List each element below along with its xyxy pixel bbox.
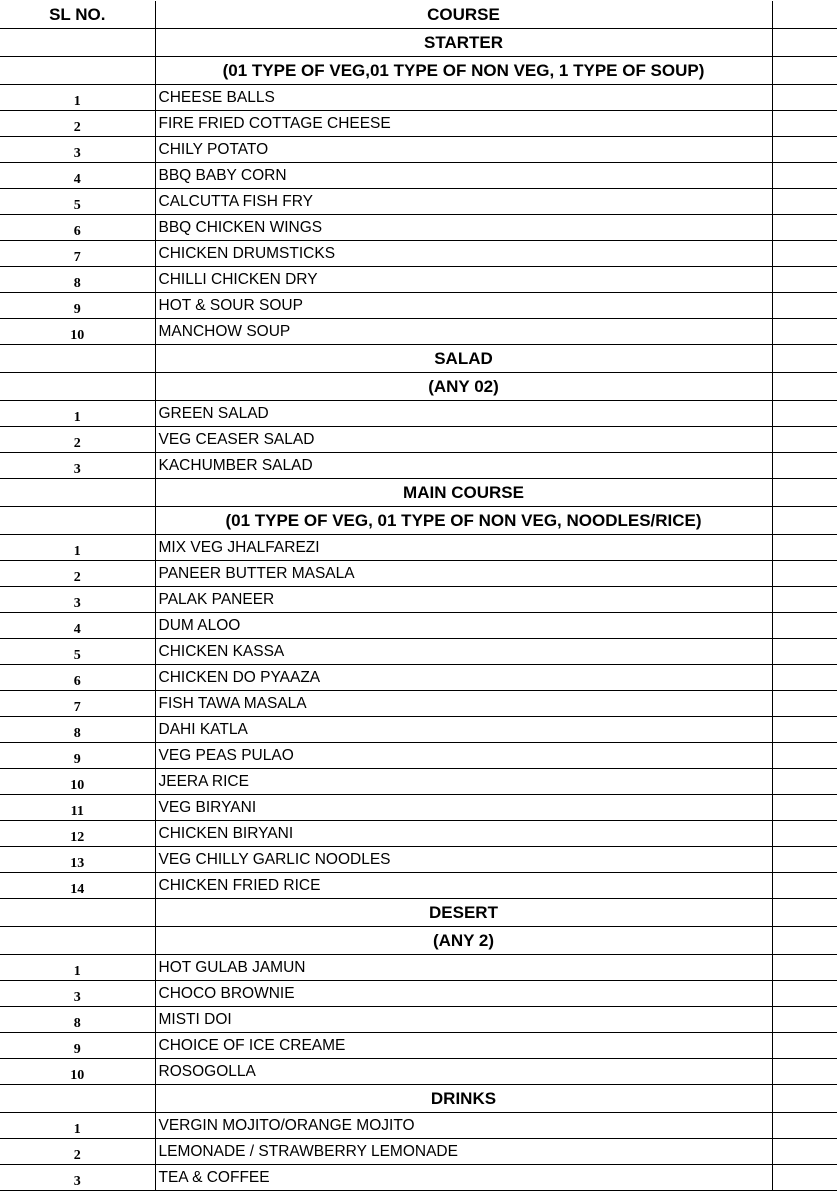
empty-extra-cell [772,873,837,899]
menu-item-name: BBQ BABY CORN [155,163,772,189]
table-row [0,401,837,427]
table-row [0,111,837,137]
empty-extra-cell [772,665,837,691]
table-row [0,717,837,743]
empty-extra-cell [772,267,837,293]
table-row [0,85,837,111]
sl-number: 10 [0,769,155,795]
menu-item-name: CHICKEN BIRYANI [155,821,772,847]
menu-item-name: CHILY POTATO [155,137,772,163]
table-row [0,163,837,189]
section-title-row [0,899,837,927]
empty-extra-cell [772,401,837,427]
table-row [0,267,837,293]
sl-number: 3 [0,453,155,479]
empty-extra-cell [772,795,837,821]
empty-extra-cell [772,899,837,927]
menu-item-name: KACHUMBER SALAD [155,453,772,479]
header-row [0,1,837,29]
section-subtitle: (01 TYPE OF VEG,01 TYPE OF NON VEG, 1 TYPE OF SOUP) [155,57,772,85]
empty-extra-cell [772,479,837,507]
sl-number: 6 [0,215,155,241]
empty-extra-cell [772,137,837,163]
table-row [0,639,837,665]
menu-item-name: CALCUTTA FISH FRY [155,189,772,215]
section-title-row [0,345,837,373]
empty-extra-cell [772,847,837,873]
table-row [0,215,837,241]
sl-number: 3 [0,981,155,1007]
empty-extra-cell [772,189,837,215]
sl-no-header: SL NO. [0,1,155,29]
table-row [0,1059,837,1085]
menu-item-name: VEG CHILLY GARLIC NOODLES [155,847,772,873]
table-row [0,847,837,873]
empty-extra-cell [772,111,837,137]
menu-item-name: VEG PEAS PULAO [155,743,772,769]
menu-item-name: HOT & SOUR SOUP [155,293,772,319]
table-row [0,1113,837,1139]
table-row [0,613,837,639]
menu-item-name: VEG CEASER SALAD [155,427,772,453]
section-title: STARTER [155,29,772,57]
sl-number: 10 [0,1059,155,1085]
sl-number: 1 [0,535,155,561]
empty-header-cell [772,1,837,29]
sl-number: 1 [0,955,155,981]
menu-item-name: PANEER BUTTER MASALA [155,561,772,587]
empty-extra-cell [772,1059,837,1085]
empty-extra-cell [772,717,837,743]
sl-number: 9 [0,743,155,769]
sl-number: 13 [0,847,155,873]
sl-number: 2 [0,561,155,587]
section-subtitle-row [0,507,837,535]
section-title: MAIN COURSE [155,479,772,507]
table-row [0,821,837,847]
table-row [0,319,837,345]
table-row [0,535,837,561]
menu-item-name: CHICKEN DRUMSTICKS [155,241,772,267]
section-title-row [0,29,837,57]
table-row [0,981,837,1007]
empty-sl-cell [0,927,155,955]
course-header: COURSE [155,1,772,29]
table-row [0,1165,837,1191]
empty-extra-cell [772,29,837,57]
section-subtitle-row [0,373,837,401]
table-row [0,769,837,795]
section-subtitle-row [0,57,837,85]
empty-extra-cell [772,1165,837,1191]
section-title: DRINKS [155,1085,772,1113]
sl-number: 3 [0,1165,155,1191]
menu-item-name: BBQ CHICKEN WINGS [155,215,772,241]
empty-extra-cell [772,981,837,1007]
sl-number: 2 [0,427,155,453]
menu-item-name: ROSOGOLLA [155,1059,772,1085]
empty-extra-cell [772,535,837,561]
menu-item-name: CHICKEN KASSA [155,639,772,665]
menu-item-name: MANCHOW SOUP [155,319,772,345]
table-row [0,453,837,479]
sl-number: 1 [0,401,155,427]
empty-extra-cell [772,163,837,189]
menu-item-name: CHICKEN FRIED RICE [155,873,772,899]
sl-number: 9 [0,293,155,319]
empty-extra-cell [772,1085,837,1113]
table-row [0,691,837,717]
empty-extra-cell [772,613,837,639]
table-row [0,587,837,613]
section-title-row [0,479,837,507]
empty-extra-cell [772,1139,837,1165]
section-subtitle: (01 TYPE OF VEG, 01 TYPE OF NON VEG, NOODLES/RICE) [155,507,772,535]
table-row [0,189,837,215]
sl-number: 7 [0,691,155,717]
table-row [0,137,837,163]
sl-number: 2 [0,111,155,137]
menu-item-name: CHOICE OF ICE CREAME [155,1033,772,1059]
menu-item-name: CHOCO BROWNIE [155,981,772,1007]
sl-number: 8 [0,1007,155,1033]
empty-extra-cell [772,241,837,267]
empty-extra-cell [772,821,837,847]
empty-extra-cell [772,293,837,319]
sl-number: 6 [0,665,155,691]
empty-sl-cell [0,29,155,57]
menu-table-body [0,1,837,1191]
empty-extra-cell [772,1007,837,1033]
empty-extra-cell [772,1033,837,1059]
table-row [0,873,837,899]
table-row [0,293,837,319]
menu-item-name: CHICKEN DO PYAAZA [155,665,772,691]
empty-extra-cell [772,639,837,665]
empty-extra-cell [772,955,837,981]
empty-extra-cell [772,587,837,613]
menu-item-name: FIRE FRIED COTTAGE CHEESE [155,111,772,137]
sl-number: 9 [0,1033,155,1059]
sl-number: 7 [0,241,155,267]
empty-sl-cell [0,507,155,535]
empty-extra-cell [772,1113,837,1139]
table-row [0,427,837,453]
empty-sl-cell [0,899,155,927]
sl-number: 14 [0,873,155,899]
empty-sl-cell [0,479,155,507]
menu-item-name: CHILLI CHICKEN DRY [155,267,772,293]
sl-number: 1 [0,85,155,111]
sl-number: 3 [0,137,155,163]
empty-extra-cell [772,927,837,955]
table-row [0,795,837,821]
sl-number: 4 [0,613,155,639]
empty-extra-cell [772,373,837,401]
menu-item-name: MIX VEG JHALFAREZI [155,535,772,561]
sl-number: 10 [0,319,155,345]
section-subtitle: (ANY 02) [155,373,772,401]
empty-extra-cell [772,743,837,769]
sl-number: 8 [0,267,155,293]
sl-number: 5 [0,189,155,215]
sl-number: 1 [0,1113,155,1139]
empty-extra-cell [772,561,837,587]
empty-extra-cell [772,215,837,241]
empty-extra-cell [772,345,837,373]
menu-item-name: DUM ALOO [155,613,772,639]
menu-item-name: CHEESE BALLS [155,85,772,111]
sl-number: 11 [0,795,155,821]
table-row [0,1033,837,1059]
section-title: SALAD [155,345,772,373]
empty-extra-cell [772,769,837,795]
sl-number: 4 [0,163,155,189]
menu-item-name: VEG BIRYANI [155,795,772,821]
menu-item-name: DAHI KATLA [155,717,772,743]
empty-extra-cell [772,319,837,345]
empty-sl-cell [0,345,155,373]
sl-number: 2 [0,1139,155,1165]
sl-number: 3 [0,587,155,613]
menu-item-name: VERGIN MOJITO/ORANGE MOJITO [155,1113,772,1139]
menu-item-name: TEA & COFFEE [155,1165,772,1191]
section-subtitle-row [0,927,837,955]
menu-item-name: FISH TAWA MASALA [155,691,772,717]
table-row [0,1139,837,1165]
table-row [0,955,837,981]
empty-extra-cell [772,85,837,111]
table-row [0,743,837,769]
sl-number: 5 [0,639,155,665]
section-title-row [0,1085,837,1113]
table-row [0,241,837,267]
empty-sl-cell [0,57,155,85]
menu-item-name: GREEN SALAD [155,401,772,427]
empty-extra-cell [772,57,837,85]
empty-sl-cell [0,373,155,401]
menu-sheet [0,1,837,1191]
menu-item-name: LEMONADE / STRAWBERRY LEMONADE [155,1139,772,1165]
section-subtitle: (ANY 2) [155,927,772,955]
sl-number: 8 [0,717,155,743]
menu-item-name: MISTI DOI [155,1007,772,1033]
empty-extra-cell [772,507,837,535]
empty-sl-cell [0,1085,155,1113]
menu-item-name: JEERA RICE [155,769,772,795]
menu-item-name: HOT GULAB JAMUN [155,955,772,981]
empty-extra-cell [772,453,837,479]
section-title: DESERT [155,899,772,927]
sl-number: 12 [0,821,155,847]
table-row [0,561,837,587]
empty-extra-cell [772,691,837,717]
empty-extra-cell [772,427,837,453]
table-row [0,1007,837,1033]
table-row [0,665,837,691]
menu-item-name: PALAK PANEER [155,587,772,613]
